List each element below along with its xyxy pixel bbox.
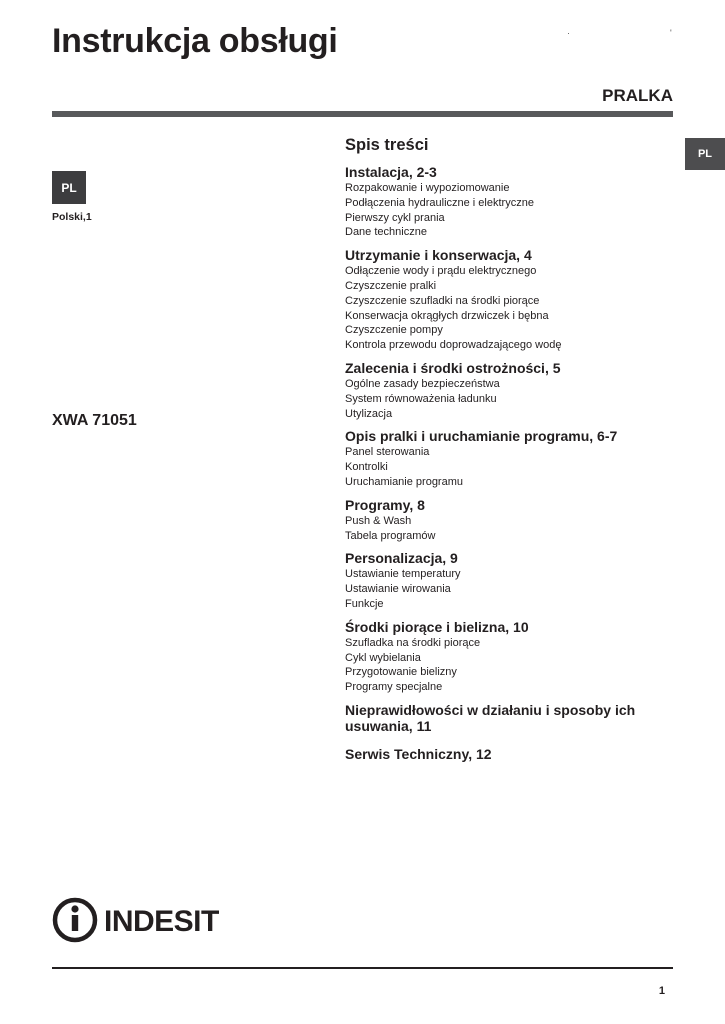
table-of-contents — [345, 136, 675, 769]
toc-item[interactable]: Czyszczenie szufladki na środki piorące — [345, 294, 540, 307]
toc-item[interactable]: Tabela programów — [345, 529, 436, 542]
toc-item[interactable]: Czyszczenie pralki — [345, 279, 437, 292]
toc-item[interactable]: Czyszczenie pompy — [345, 324, 443, 337]
print-mark: · — [567, 28, 570, 38]
toc-section-title[interactable]: Programy, 8 — [345, 496, 425, 513]
toc-section-title[interactable]: Nieprawidłowości w działaniu i sposoby ich usuwania, 11 — [345, 701, 636, 734]
header-divider — [52, 111, 673, 117]
brand-logo — [52, 895, 232, 945]
toc-section — [345, 746, 675, 762]
toc-item[interactable]: Ogólne zasady bezpieczeństwa — [345, 377, 500, 390]
toc-item[interactable]: Ustawianie wirowania — [345, 583, 451, 596]
brand-name: INDESIT — [104, 905, 219, 938]
toc-item[interactable]: System równoważenia ładunku — [345, 392, 497, 405]
toc-section — [345, 497, 675, 544]
toc-item[interactable]: Konserwacja okrągłych drzwiczek i bębna — [345, 309, 549, 322]
toc-section — [345, 550, 675, 611]
toc-section-title[interactable]: Opis pralki i uruchamianie programu, 6-7 — [345, 428, 618, 445]
toc-item[interactable]: Funkcje — [345, 597, 384, 610]
toc-section — [345, 247, 675, 353]
footer-divider — [52, 967, 673, 969]
toc-heading: Spis treści — [345, 136, 429, 154]
language-badge: PL — [52, 171, 86, 204]
toc-item[interactable]: Szufladka na środki piorące — [345, 636, 481, 649]
toc-item[interactable]: Przygotowanie bielizny — [345, 666, 457, 679]
toc-section — [345, 360, 675, 421]
page-number: 1 — [658, 985, 665, 997]
toc-item[interactable]: Cykl wybielania — [345, 651, 421, 664]
toc-item[interactable]: Kontrolki — [345, 461, 388, 474]
toc-item[interactable]: Dane techniczne — [345, 226, 427, 239]
language-label: Polski,1 — [52, 211, 92, 223]
toc-item[interactable]: Pierwszy cykl prania — [345, 211, 445, 224]
model-number: XWA 71051 — [52, 412, 137, 429]
toc-section — [345, 164, 675, 240]
toc-item[interactable]: Kontrola przewodu doprowadzającego wodę — [345, 339, 562, 352]
toc-item[interactable]: Ustawianie temperatury — [345, 568, 461, 581]
language-side-tab[interactable]: PL — [685, 138, 725, 170]
toc-section-title[interactable]: Personalizacja, 9 — [345, 550, 458, 567]
toc-item[interactable]: Utylizacja — [345, 407, 393, 420]
toc-section — [345, 428, 675, 489]
toc-item[interactable]: Odłączenie wody i prądu elektrycznego — [345, 265, 537, 278]
toc-sections — [345, 164, 675, 762]
toc-item[interactable]: Push & Wash — [345, 514, 412, 527]
toc-section — [345, 619, 675, 695]
toc-item[interactable]: Podłączenia hydrauliczne i elektryczne — [345, 196, 534, 209]
toc-section-title[interactable]: Serwis Techniczny, 12 — [345, 745, 492, 762]
product-type: PRALKA — [602, 86, 673, 105]
toc-item[interactable]: Rozpakowanie i wypoziomowanie — [345, 182, 510, 194]
print-mark: ' — [670, 28, 672, 38]
toc-item[interactable]: Panel sterowania — [345, 446, 430, 459]
page-title: Instrukcja obsługi — [52, 22, 338, 60]
toc-section-title[interactable]: Instalacja, 2-3 — [345, 164, 437, 180]
toc-item[interactable]: Programy specjalne — [345, 681, 443, 694]
toc-section-title[interactable]: Zalecenia i środki ostrożności, 5 — [345, 359, 561, 376]
toc-section — [345, 702, 675, 734]
toc-item[interactable]: Uruchamianie programu — [345, 475, 463, 488]
indesit-i-logo-icon — [52, 895, 232, 945]
toc-section-title[interactable]: Utrzymanie i konserwacja, 4 — [345, 247, 532, 264]
toc-section-title[interactable]: Środki piorące i bielizna, 10 — [345, 618, 529, 635]
